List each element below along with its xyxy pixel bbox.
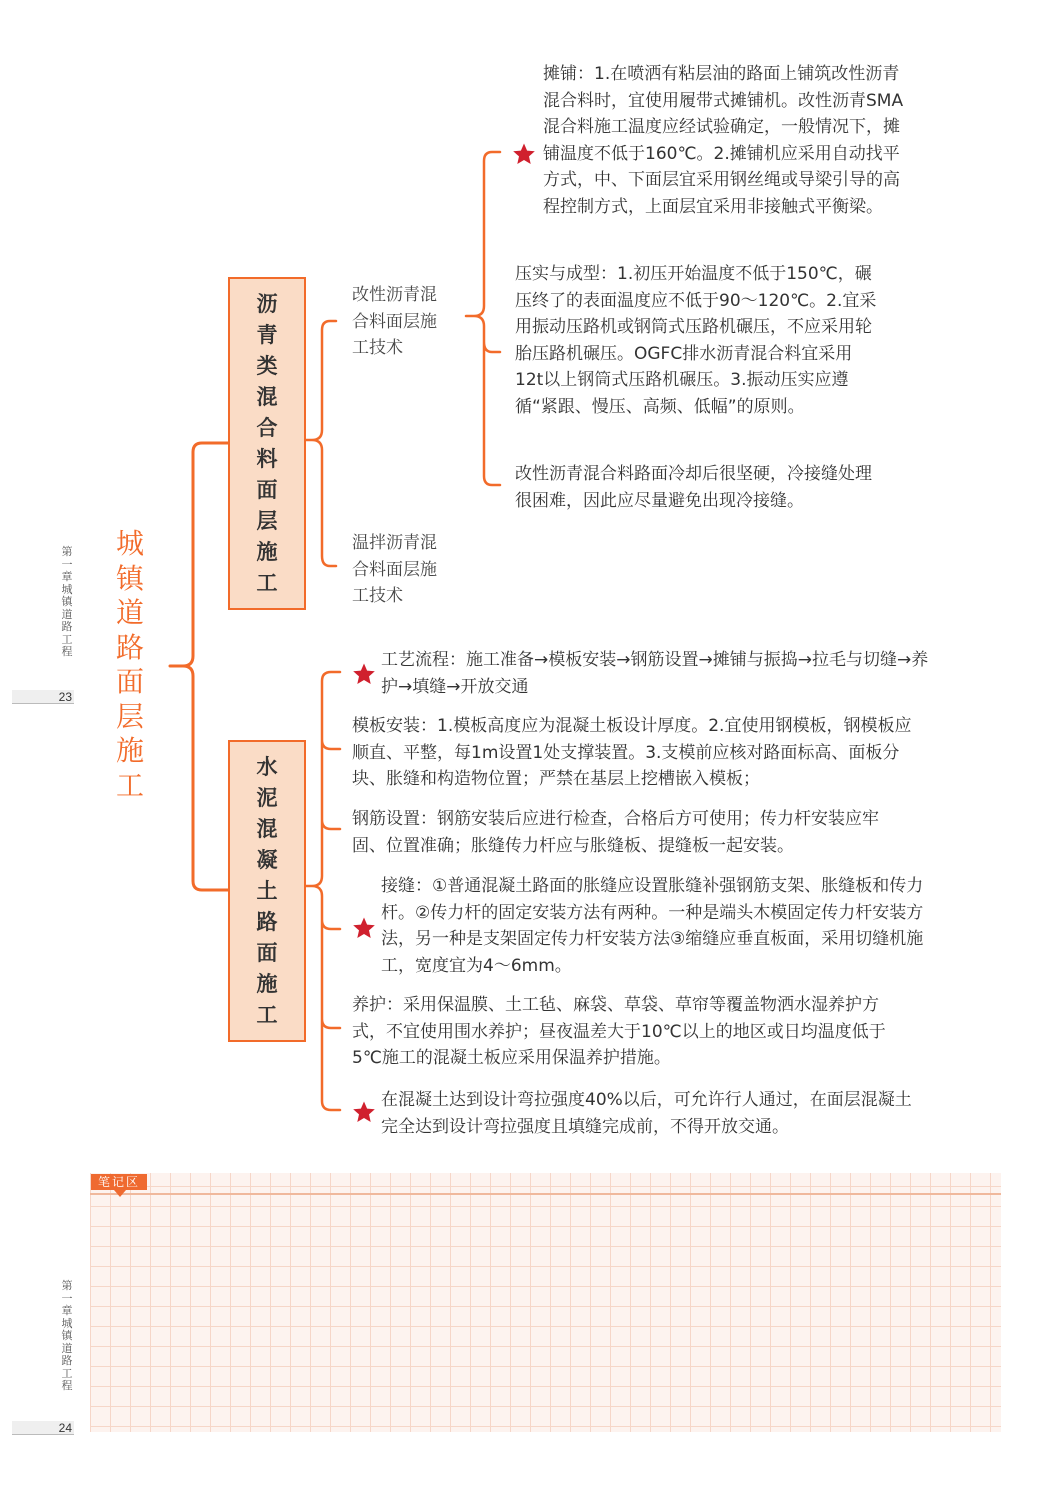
star-icon [352,1100,376,1124]
chapter-side-label: 第一章城镇道路工程 [61,545,73,658]
category-asphalt-title: 沥青类混合料面层施工 [256,291,278,595]
leaf-reinforcement: 钢筋设置：钢筋安装后应进行检查，合格后方可使用；传力杆安装应牢固、位置准确；胀缝传力杆应与胀缝板、提缝板一起安装。 [352,809,879,856]
notes-grid-area[interactable] [90,1173,1001,1432]
leaf-open-traffic: 在混凝土达到设计弯拉强度40%以后，可允许行人通过，在面层混凝土完全达到设计弯拉强度且填缝完成前，不得开放交通。 [381,1090,912,1137]
star-icon [352,662,376,686]
page-number: 23 [12,690,74,704]
category-asphalt-box [228,277,306,610]
leaf-curing: 养护：采用保温膜、土工毡、麻袋、草袋、草帘等覆盖物洒水湿养护方式，不宜使用围水养护；昼夜温差大于10℃以上的地区或日均温度低于5℃施工的混凝土板应采用保温养护措施。 [352,995,886,1068]
page-number: 24 [12,1421,74,1435]
leaf-compaction: 压实与成型：1.初压开始温度不低于150℃，碾压终了的表面温度应不低于90～120℃。2.宜采用振动压路机或钢筒式压路机碾压，不应采用轮胎压路机碾压。OGFC排水沥青混合料宜采用12t以上钢筒式压路机碾压。3.振动压实应遵循“紧跟、慢压、高频、低幅”的原则。 [515,264,877,417]
chapter-side-label: 第一章城镇道路工程 [61,1279,73,1392]
mindmap-root-title: 城镇道路面层施工 [115,527,144,802]
category-cement-title: 水泥混凝土路面施工 [256,754,278,1027]
leaf-cold-joint: 改性沥青混合料路面冷却后很坚硬，冷接缝处理很困难，因此应尽量避免出现冷接缝。 [515,464,872,511]
sub-label-modified-asphalt: 改性沥青混合料面层施工技术 [352,285,437,358]
leaf-joints: 接缝：①普通混凝土路面的胀缝应设置胀缝补强钢筋支架、胀缝板和传力杆。②传力杆的固定安装方法有两种。一种是端头木模固定传力杆安装方法，另一种是支架固定传力杆安装方法③缩缝应垂直板面，采用切缝机施工，宽度宜为4～6mm。 [381,876,924,976]
category-cement-box [228,740,306,1042]
notes-label: 笔记区 [91,1174,147,1190]
star-icon [352,916,376,940]
sub-label-warm-mix-asphalt: 温拌沥青混合料面层施工技术 [352,533,437,606]
leaf-process-flow: 工艺流程：施工准备→模板安装→钢筋设置→摊铺与振捣→拉毛与切缝→养护→填缝→开放交通 [381,650,929,697]
star-icon [512,142,536,166]
leaf-formwork: 模板安装：1.模板高度应为混凝土板设计厚度。2.宜使用钢模板，钢模板应顺直、平整，每1m设置1处支撑装置。3.支模前应核对路面标高、面板分块、胀缝和构造物位置；严禁在基层上挖槽嵌入模板； [352,716,912,789]
notes-label-pointer [114,1190,126,1197]
notes-divider [90,1193,1001,1195]
leaf-paving: 摊铺：1.在喷洒有粘层油的路面上铺筑改性沥青混合料时，宜使用履带式摊铺机。改性沥青SMA混合料施工温度应经试验确定，一般情况下，摊铺温度不低于160℃。2.摊铺机应采用自动找平方式，中、下面层宜采用钢丝绳或导梁引导的高程控制方式，上面层宜采用非接触式平衡梁。 [543,64,904,217]
